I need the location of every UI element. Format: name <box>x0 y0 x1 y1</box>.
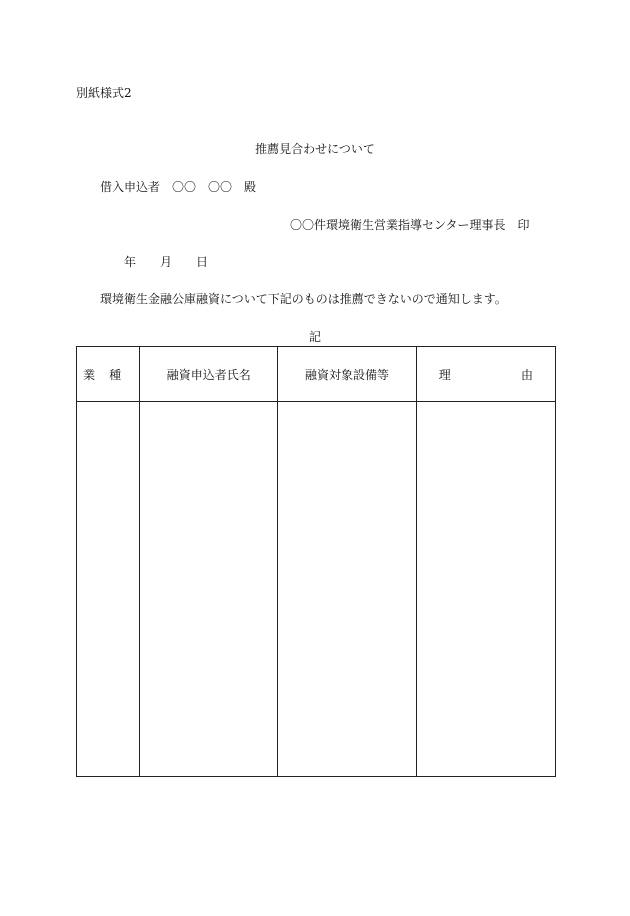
sender-signature: 〇〇件環境衛生営業指導センター理事長 印 <box>290 218 530 232</box>
ki-label: 記 <box>308 330 321 344</box>
date-year-label: 年 <box>124 255 137 269</box>
table-header-row <box>77 347 556 402</box>
date-line <box>124 255 208 269</box>
cell-applicant-name <box>140 402 278 777</box>
recommendation-table <box>76 346 556 777</box>
cell-reason <box>416 402 555 777</box>
header-industry <box>77 347 140 402</box>
header-industry-char-2: 種 <box>109 367 122 382</box>
cell-target-equipment <box>278 402 416 777</box>
date-day-label: 日 <box>196 255 209 269</box>
header-target-equipment: 融資対象設備等 <box>278 347 416 402</box>
header-reason <box>416 347 555 402</box>
header-industry-char-1: 業 <box>83 367 96 382</box>
header-reason-char-1: 理 <box>438 367 451 382</box>
form-number: 別紙様式2 <box>76 86 132 100</box>
cell-industry <box>77 402 140 777</box>
date-month-label: 月 <box>160 255 173 269</box>
notice-body: 環境衛生金融公庫融資について下記のものは推薦できないので通知します。 <box>100 292 507 306</box>
table-row <box>77 402 556 777</box>
header-reason-char-2: 由 <box>520 367 533 382</box>
document-title: 推薦見合わせについて <box>255 142 375 156</box>
header-applicant-name: 融資申込者氏名 <box>140 347 278 402</box>
addressee: 借入申込者 〇〇 〇〇 殿 <box>100 180 257 194</box>
